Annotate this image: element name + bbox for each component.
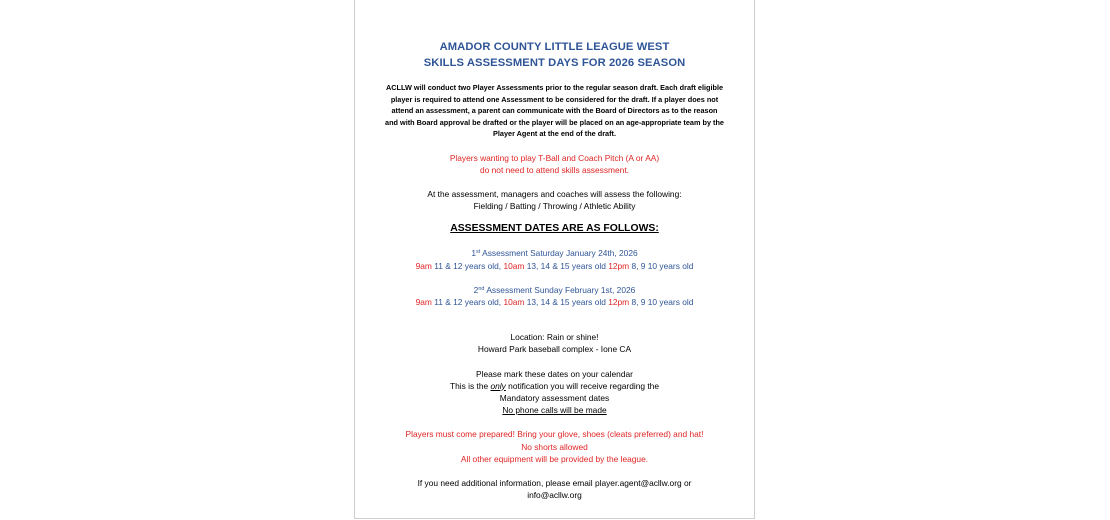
assessment-1-ordinal: st — [476, 249, 481, 256]
slot-ages: 13, 14 & 15 years old — [524, 296, 609, 307]
slot-time: 10am — [503, 296, 525, 307]
location-line1: Location: Rain or shine! — [510, 332, 599, 343]
prepare-notice — [355, 428, 754, 465]
calendar-line1: Please mark these dates on your calendar — [476, 368, 633, 379]
document-content — [355, 0, 754, 501]
slot-time: 9am — [415, 296, 432, 307]
document-page — [354, 0, 755, 519]
location-line2: Howard Park baseball complex - Ione CA — [477, 344, 632, 355]
assessment-2-title — [355, 284, 754, 296]
assessment-2-ordinal: nd — [478, 285, 485, 292]
tball-notice — [355, 152, 754, 176]
assessment-2 — [355, 284, 754, 308]
assessment-1-number: 1 — [471, 248, 477, 259]
location — [355, 331, 754, 355]
slot-ages: 11 & 12 years old, — [431, 260, 504, 271]
calendar-line4: No phone calls will be made — [502, 405, 607, 416]
assessment-info-line1: At the assessment, managers and coaches will assess the following: — [427, 188, 682, 199]
tball-notice-line2: do not need to attend skills assessment. — [480, 164, 629, 175]
assessment-1-title — [355, 247, 754, 259]
slot-time: 12pm — [608, 296, 630, 307]
slot-ages: 13, 14 & 15 years old — [524, 260, 609, 271]
contact-info — [355, 477, 754, 501]
calendar-line2 — [355, 380, 754, 392]
prepare-line3: All other equipment will be provided by the league. — [460, 453, 649, 464]
assessment-2-label: Assessment Sunday February 1st, 2026 — [484, 284, 636, 295]
calendar-notice — [355, 368, 754, 417]
calendar-line3: Mandatory assessment dates — [499, 392, 610, 403]
calendar-line2-after: notification you will receive regarding the — [505, 380, 660, 391]
prepare-line2: No shorts allowed — [521, 441, 588, 452]
document-title-line2: SKILLS ASSESSMENT DAYS FOR 2026 SEASON — [423, 57, 686, 69]
assessment-2-schedule — [355, 296, 754, 308]
assessment-2-number: 2 — [473, 284, 479, 295]
slot-ages: 8, 9 10 years old — [629, 296, 694, 307]
slot-time: 9am — [415, 260, 432, 271]
assessment-info-line2: Fielding / Batting / Throwing / Athletic Ability — [473, 201, 636, 212]
assessment-1-schedule — [355, 260, 754, 272]
tball-notice-line1: Players wanting to play T-Ball and Coach Pitch (A or AA) — [449, 152, 660, 163]
slot-time: 10am — [503, 260, 525, 271]
slot-ages: 11 & 12 years old, — [431, 296, 504, 307]
dates-heading: ASSESSMENT DATES ARE AS FOLLOWS: — [450, 223, 659, 235]
assessment-1 — [355, 247, 754, 271]
assessment-1-label: Assessment Saturday January 24th, 2026 — [480, 248, 638, 259]
contact-line2: info@acllw.org — [527, 490, 582, 501]
slot-ages: 8, 9 10 years old — [629, 260, 694, 271]
assessment-info — [355, 188, 754, 212]
calendar-line2-emphasis: only — [490, 380, 506, 391]
slot-time: 12pm — [608, 260, 630, 271]
document-title-line1: AMADOR COUNTY LITTLE LEAGUE WEST — [439, 41, 670, 53]
contact-line1: If you need additional information, please email player.agent@acllw.org or — [417, 477, 692, 488]
calendar-line2-before: This is the — [449, 380, 491, 391]
prepare-line1: Players must come prepared! Bring your glove, shoes (cleats preferred) and hat! — [405, 429, 704, 440]
intro-paragraph: ACLLW will conduct two Player Assessments prior to the regular season draft. Each draft eligible player is required to attend one Assessment to be considered for the draft. If a player does not attend an assessment, a parent can communicate with the Board of Directors as to the reason and with Board approval be drafted or the player will be placed on an age-appropriate team by the Player Agent at the end of the draft. — [385, 83, 724, 138]
